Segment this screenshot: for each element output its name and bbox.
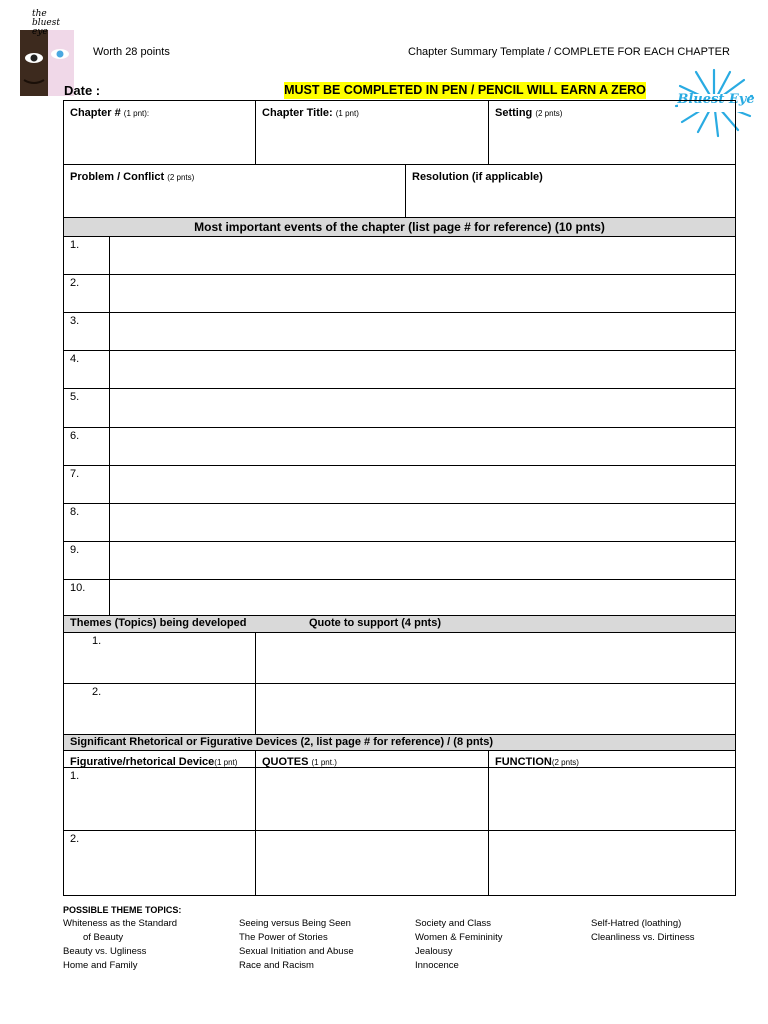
- date-label: Date :: [64, 83, 101, 98]
- device-col-points: (1 pnt): [214, 758, 238, 767]
- event-number: 6.: [70, 430, 80, 442]
- setting-field[interactable]: [488, 100, 736, 165]
- device-quote-cell-2[interactable]: [255, 830, 489, 896]
- event-number: 2.: [70, 277, 80, 289]
- problem-points: (2 pnts): [167, 173, 195, 182]
- function-column-header: [488, 750, 736, 768]
- problem-conflict-field[interactable]: [63, 164, 406, 218]
- theme-list-col2: [239, 917, 354, 973]
- quotes-column-header: [255, 750, 489, 768]
- event-number: 1.: [70, 239, 80, 251]
- themes-header: [63, 615, 736, 633]
- function-col-label: FUNCTION: [495, 756, 552, 768]
- function-col-points: (2 pnts): [551, 758, 579, 767]
- pen-warning: MUST BE COMPLETED IN PEN / PENCIL WILL EARN A ZERO: [284, 83, 646, 97]
- problem-label: Problem / Conflict: [70, 171, 168, 183]
- event-entry-field[interactable]: [109, 236, 736, 275]
- chapter-title-label: Chapter Title:: [262, 107, 336, 119]
- event-number-cell: [63, 388, 110, 428]
- event-number-cell: [63, 236, 110, 275]
- event-entry-field[interactable]: [109, 427, 736, 466]
- logo-caption: the bluest eye: [32, 9, 60, 37]
- logo-text: Bluest Eye: [677, 92, 755, 107]
- themes-header-right: Quote to support (4 pnts): [309, 617, 441, 629]
- event-number: 5.: [70, 391, 80, 403]
- chapter-title-points: (1 pnt): [335, 109, 359, 118]
- setting-points: (2 pnts): [535, 109, 563, 118]
- event-number: 9.: [70, 544, 80, 556]
- resolution-field[interactable]: [405, 164, 736, 218]
- event-number-cell: [63, 541, 110, 580]
- quotes-col-points: (1 pnt.): [311, 758, 337, 767]
- event-entry-field[interactable]: [109, 274, 736, 313]
- theme-item: Cleanliness vs. Dirtiness: [591, 932, 695, 943]
- theme-cell-1[interactable]: [63, 632, 256, 684]
- device-cell-2[interactable]: [63, 830, 256, 896]
- chapter-title-field[interactable]: [255, 100, 489, 165]
- devices-header: [63, 734, 736, 751]
- theme-item: Home and Family: [63, 960, 138, 971]
- event-number-cell: [63, 350, 110, 389]
- theme-cell-2[interactable]: [63, 683, 256, 735]
- event-number-cell: [63, 579, 110, 618]
- event-number: 3.: [70, 315, 80, 327]
- chapter-number-field[interactable]: [63, 100, 256, 165]
- theme-number-2: 2.: [92, 686, 102, 698]
- possible-themes-title: POSSIBLE THEME TOPICS:: [63, 905, 182, 915]
- themes-header-left: Themes (Topics) being developed: [70, 617, 247, 629]
- theme-item: Jealousy: [415, 946, 453, 957]
- event-entry-field[interactable]: [109, 312, 736, 351]
- resolution-label: Resolution (if applicable): [412, 171, 543, 183]
- event-number: 4.: [70, 353, 80, 365]
- theme-item: Race and Racism: [239, 960, 314, 971]
- event-number: 8.: [70, 506, 80, 518]
- device-quote-cell-1[interactable]: [255, 767, 489, 831]
- theme-item: Seeing versus Being Seen: [239, 918, 351, 929]
- event-entry-field[interactable]: [109, 503, 736, 542]
- quote-cell-2[interactable]: [255, 683, 736, 735]
- event-number-cell: [63, 312, 110, 351]
- event-number: 10.: [70, 582, 86, 594]
- event-entry-field[interactable]: [109, 579, 736, 618]
- theme-item: The Power of Stories: [239, 932, 328, 943]
- theme-item: Society and Class: [415, 918, 492, 929]
- devices-header-text: Significant Rhetorical or Figurative Devices (2, list page # for reference) / (8 pnts): [70, 736, 494, 748]
- device-col-label: Figurative/rhetorical Device: [70, 756, 215, 768]
- event-entry-field[interactable]: [109, 388, 736, 428]
- theme-list-col4: [591, 917, 694, 945]
- event-entry-field[interactable]: [109, 350, 736, 389]
- device-number-1: 1.: [70, 770, 80, 782]
- events-header: [63, 217, 736, 237]
- theme-item: Women & Femininity: [415, 932, 503, 943]
- device-function-cell-1[interactable]: [488, 767, 736, 831]
- event-entry-field[interactable]: [109, 465, 736, 504]
- quote-cell-1[interactable]: [255, 632, 736, 684]
- theme-list-col1: [63, 917, 177, 973]
- events-header-text: Most important events of the chapter (list page # for reference) (10 pnts): [194, 220, 605, 234]
- points-worth: Worth 28 points: [93, 46, 170, 58]
- quotes-col-label: QUOTES: [262, 756, 312, 768]
- event-entry-field[interactable]: [109, 541, 736, 580]
- device-number-2: 2.: [70, 833, 80, 845]
- theme-item: Self-Hatred (loathing): [591, 918, 682, 929]
- event-number: 7.: [70, 468, 80, 480]
- event-number-cell: [63, 427, 110, 466]
- device-function-cell-2[interactable]: [488, 830, 736, 896]
- template-title: Chapter Summary Template / COMPLETE FOR EACH CHAPTER: [408, 46, 730, 58]
- theme-item: Sexual Initiation and Abuse: [239, 946, 354, 957]
- event-number-cell: [63, 503, 110, 542]
- theme-item: Beauty vs. Ugliness: [63, 946, 147, 957]
- chapter-number-label: Chapter #: [70, 107, 124, 119]
- device-cell-1[interactable]: [63, 767, 256, 831]
- theme-list-col3: [415, 917, 502, 973]
- event-number-cell: [63, 465, 110, 504]
- device-column-header: [63, 750, 256, 768]
- chapter-number-points: (1 pnt):: [123, 109, 150, 118]
- setting-label: Setting: [495, 107, 536, 119]
- theme-number-1: 1.: [92, 635, 102, 647]
- theme-item: Innocence: [415, 960, 459, 971]
- theme-item: Whiteness as the Standard: [63, 918, 178, 929]
- theme-item: of Beauty: [83, 932, 124, 943]
- event-number-cell: [63, 274, 110, 313]
